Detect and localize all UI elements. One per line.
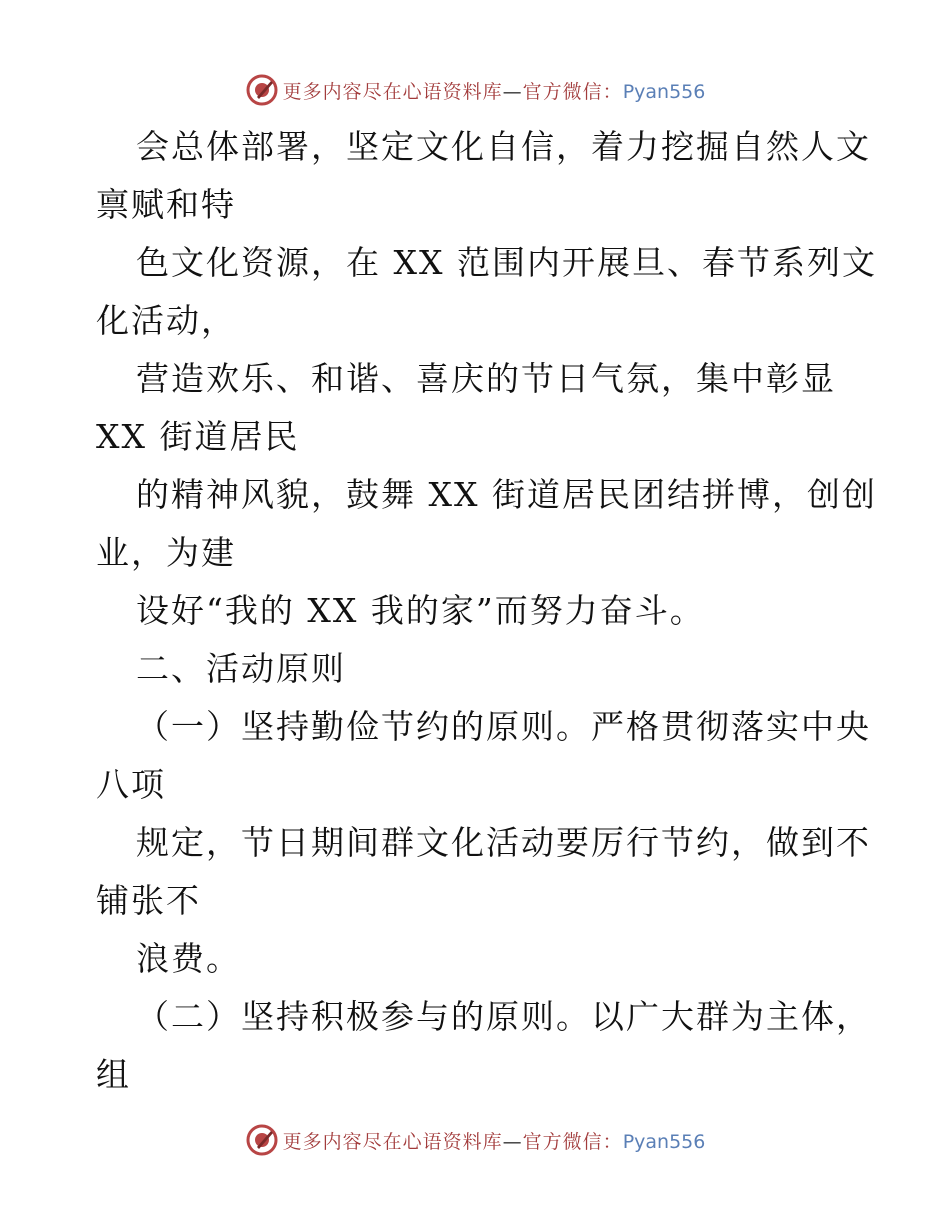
brand-logo-icon <box>245 73 279 107</box>
banner-brand-text: 更多内容尽在心语资料库 <box>282 80 503 103</box>
paragraph-line: 铺张不 <box>96 881 201 920</box>
paragraph-line: （一）坚持勤俭节约的原则。严格贯彻落实中央 <box>136 707 871 746</box>
paragraph-line: 色文化资源，在 XX 范围内开展旦、春节系列文 <box>136 243 877 282</box>
banner-text <box>283 1127 706 1154</box>
paragraph-line: 设好“我的 XX 我的家”而努力奋斗。 <box>136 591 705 630</box>
paragraph-line: 业，为建 <box>96 533 236 572</box>
banner-dash: — <box>502 1130 523 1153</box>
paragraph-line: 营造欢乐、和谐、喜庆的节日气氛，集中彰显 <box>136 359 836 398</box>
paragraph-line: 的精神风貌，鼓舞 XX 街道居民团结拼博，创创 <box>136 475 877 514</box>
banner-dash: — <box>502 80 523 103</box>
brand-logo-icon <box>245 1123 279 1157</box>
banner-wechat-id: Pyan556 <box>622 80 706 103</box>
paragraph-line: XX 街道居民 <box>96 417 300 456</box>
banner-text <box>283 77 706 104</box>
banner-wechat-id: Pyan556 <box>622 1130 706 1153</box>
section-heading: 二、活动原则 <box>136 649 346 688</box>
paragraph-line: 化活动， <box>96 301 236 340</box>
banner-wechat-label: 官方微信： <box>522 1130 623 1153</box>
footer-banner <box>0 1120 950 1160</box>
banner-wechat-label: 官方微信： <box>522 80 623 103</box>
paragraph-line: 会总体部署，坚定文化自信，着力挖掘自然人文 <box>136 127 871 166</box>
paragraph-line: 组 <box>96 1055 131 1094</box>
paragraph-line: 规定，节日期间群文化活动要厉行节约，做到不 <box>136 823 871 862</box>
banner-brand-text: 更多内容尽在心语资料库 <box>282 1130 503 1153</box>
header-banner <box>0 70 950 110</box>
paragraph-line: 八项 <box>96 765 166 804</box>
paragraph-line: 浪费。 <box>136 939 241 978</box>
document-body <box>96 118 877 1104</box>
paragraph-line: （二）坚持积极参与的原则。以广大群为主体， <box>136 997 871 1036</box>
paragraph-line: 禀赋和特 <box>96 185 236 224</box>
